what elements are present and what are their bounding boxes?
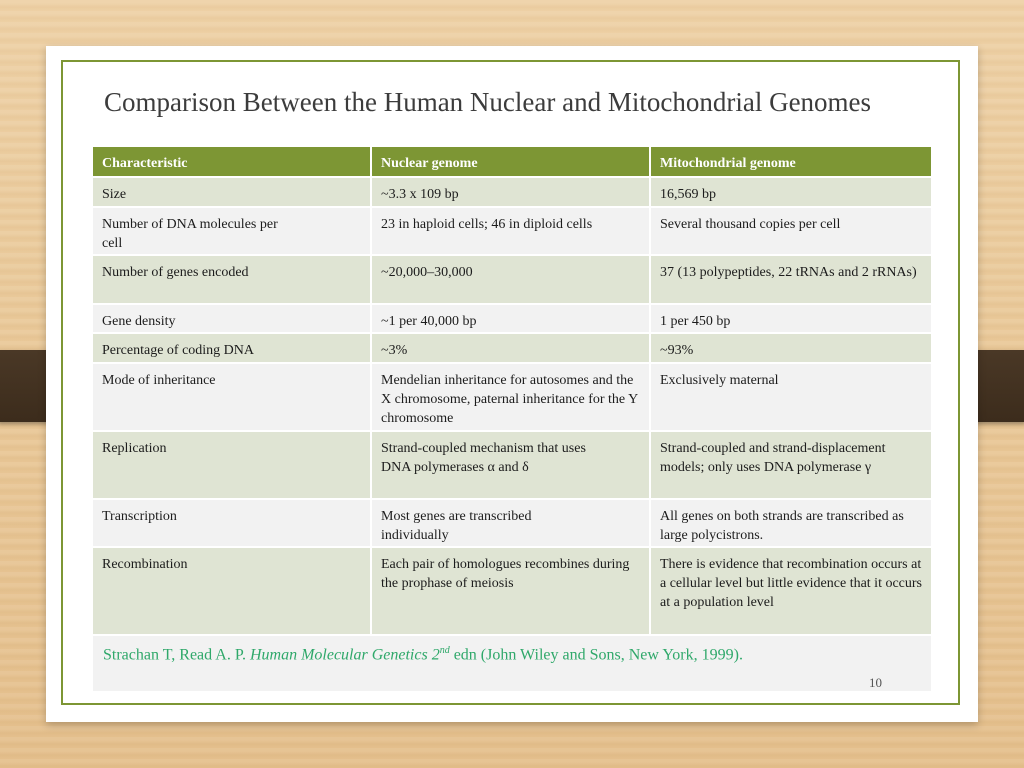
nuclear-value: 23 in haploid cells; 46 in diploid cells xyxy=(371,207,650,255)
table-row xyxy=(93,207,931,255)
row-label: Size xyxy=(93,177,371,207)
row-label: Transcription xyxy=(93,499,371,547)
table-row xyxy=(93,255,931,304)
nuclear-value: ~1 per 40,000 bp xyxy=(371,304,650,333)
mitochondrial-value: All genes on both strands are transcribed as large polycistrons. xyxy=(650,499,931,547)
row-label: Recombination xyxy=(93,547,371,635)
mitochondrial-value: Exclusively maternal xyxy=(650,363,931,431)
citation xyxy=(103,645,743,664)
nuclear-value: Mendelian inheritance for autosomes and the X chromosome, paternal inheritance for the Y chromosome xyxy=(371,363,650,431)
row-label: Number of DNA molecules per cell xyxy=(93,207,371,255)
header-characteristic: Characteristic xyxy=(93,147,371,177)
header-mitochondrial-genome: Mitochondrial genome xyxy=(650,147,931,177)
nuclear-value: ~3.3 x 109 bp xyxy=(371,177,650,207)
mitochondrial-value: Several thousand copies per cell xyxy=(650,207,931,255)
row-label: Number of genes encoded xyxy=(93,255,371,304)
mitochondrial-value: There is evidence that recombination occurs at a cellular level but little evidence that it occurs at a population level xyxy=(650,547,931,635)
slide-title: Comparison Between the Human Nuclear and Mitochondrial Genomes xyxy=(104,87,872,117)
mitochondrial-value: 16,569 bp xyxy=(650,177,931,207)
comparison-table-container xyxy=(93,147,931,691)
mitochondrial-value: 37 (13 polypeptides, 22 tRNAs and 2 rRNAs) xyxy=(650,255,931,304)
table-row xyxy=(93,431,931,499)
citation-superscript: nd xyxy=(439,645,450,656)
nuclear-value: ~20,000–30,000 xyxy=(371,255,650,304)
page-number: 10 xyxy=(869,675,882,690)
nuclear-value: ~3% xyxy=(371,333,650,363)
header-nuclear-genome: Nuclear genome xyxy=(371,147,650,177)
row-label: Percentage of coding DNA xyxy=(93,333,371,363)
table-header-row xyxy=(93,147,931,177)
table-row xyxy=(93,304,931,333)
mitochondrial-value: 1 per 450 bp xyxy=(650,304,931,333)
row-label: Gene density xyxy=(93,304,371,333)
nuclear-value: Most genes are transcribed individually xyxy=(371,499,650,547)
nuclear-value: Strand-coupled mechanism that uses DNA polymerases α and δ xyxy=(371,431,650,499)
nuclear-value: Each pair of homologues recombines during the prophase of meiosis xyxy=(371,547,650,635)
row-label: Mode of inheritance xyxy=(93,363,371,431)
citation-publication: edn (John Wiley and Sons, New York, 1999). xyxy=(453,646,743,664)
table-row xyxy=(93,547,931,635)
table-row xyxy=(93,363,931,431)
table-row xyxy=(93,177,931,207)
comparison-table xyxy=(93,147,931,636)
mitochondrial-value: ~93% xyxy=(650,333,931,363)
table-row xyxy=(93,333,931,363)
slide-card xyxy=(46,46,978,722)
row-label: Replication xyxy=(93,431,371,499)
citation-book-title: Human Molecular Genetics 2 xyxy=(249,646,440,664)
mitochondrial-value: Strand-coupled and strand-displacement models; only uses DNA polymerase γ xyxy=(650,431,931,499)
table-row xyxy=(93,499,931,547)
citation-authors: Strachan T, Read A. P. xyxy=(103,646,246,664)
